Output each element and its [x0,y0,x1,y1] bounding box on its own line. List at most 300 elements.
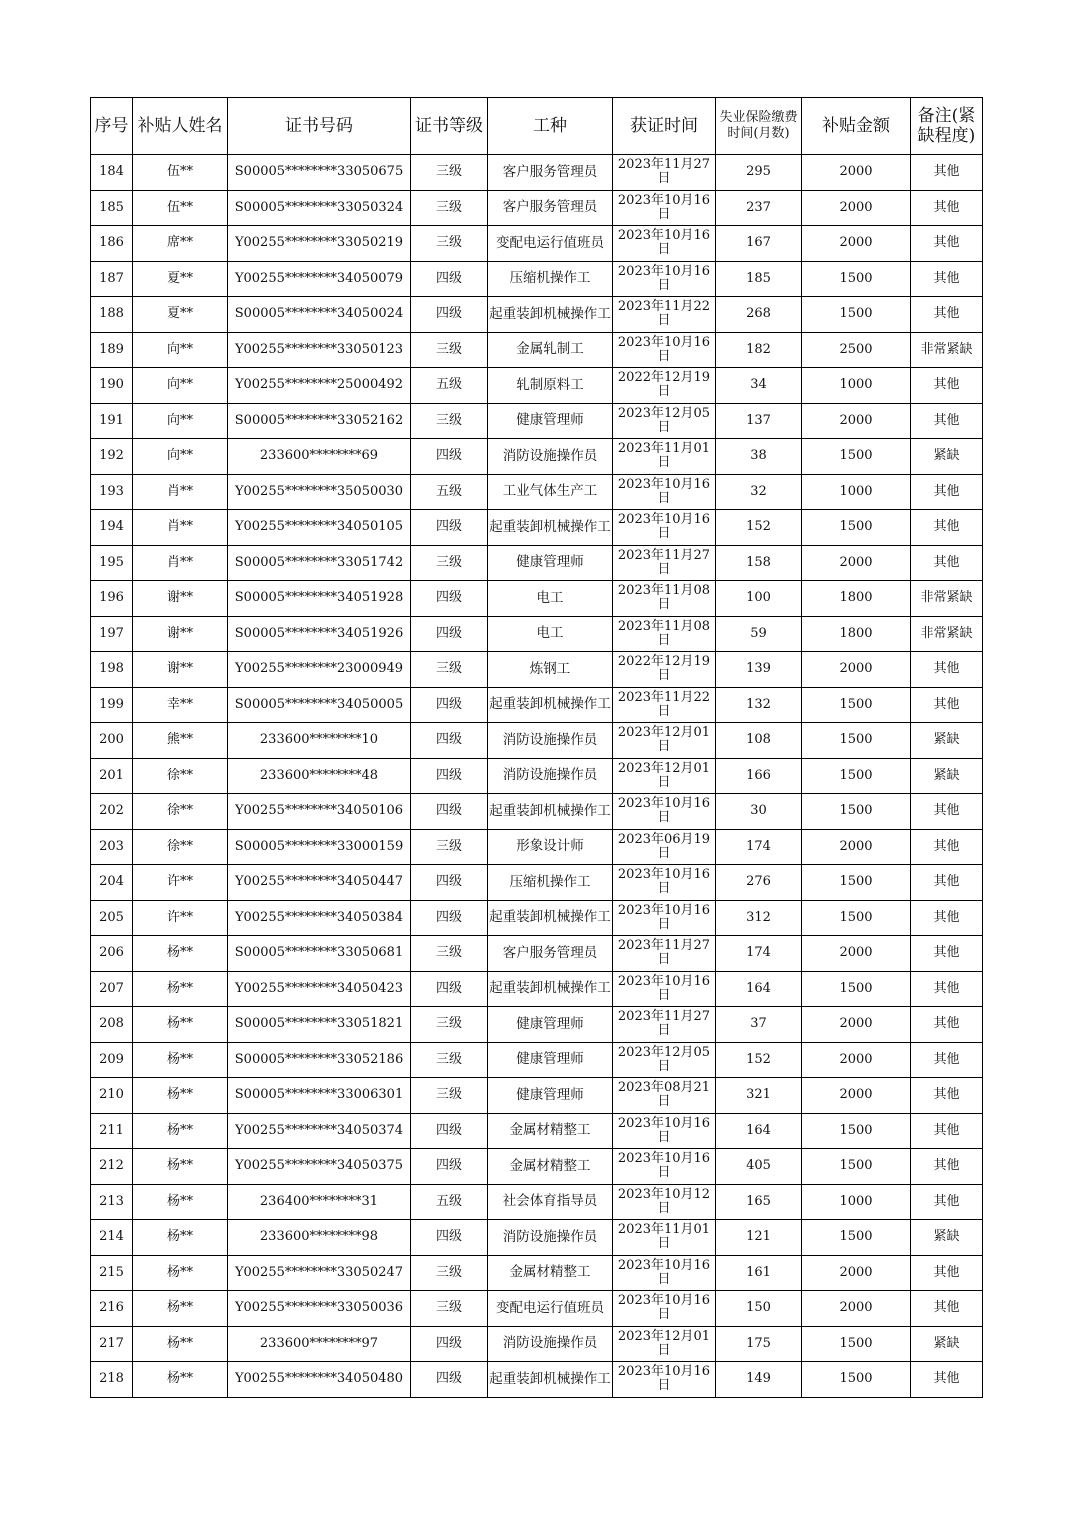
cell-job: 健康管理师 [488,1042,613,1078]
cell-note: 其他 [911,1291,983,1327]
cell-amount: 2000 [802,403,911,439]
cell-seq: 202 [91,794,133,830]
cell-level: 四级 [411,865,488,901]
cell-name: 向** [133,439,228,475]
table-row [91,794,983,830]
cell-date: 2022年12月19日 [613,652,716,688]
cell-job: 金属材精整工 [488,1113,613,1149]
cell-date: 2023年10月16日 [613,261,716,297]
cell-date: 2023年10月16日 [613,971,716,1007]
cell-amount: 2000 [802,1042,911,1078]
cell-cert-no: 233600********97 [228,1326,411,1362]
cell-job: 消防设施操作员 [488,1220,613,1256]
cell-name: 席** [133,226,228,262]
cell-amount: 1500 [802,261,911,297]
cell-name: 熊** [133,723,228,759]
cell-seq: 196 [91,581,133,617]
cell-level: 三级 [411,226,488,262]
cell-cert-no: 233600********48 [228,758,411,794]
cell-name: 谢** [133,652,228,688]
table-row [91,723,983,759]
cell-name: 肖** [133,510,228,546]
cell-months: 32 [716,474,802,510]
cell-level: 四级 [411,1362,488,1398]
cell-job: 电工 [488,616,613,652]
cell-cert-no: 233600********10 [228,723,411,759]
cell-job: 起重装卸机械操作工 [488,1362,613,1398]
cell-seq: 187 [91,261,133,297]
cell-name: 杨** [133,936,228,972]
cell-amount: 1000 [802,1184,911,1220]
cell-date: 2023年12月05日 [613,403,716,439]
cell-date: 2023年12月01日 [613,758,716,794]
cell-date: 2023年10月16日 [613,1362,716,1398]
cell-date: 2023年12月01日 [613,723,716,759]
cell-months: 237 [716,190,802,226]
cell-amount: 1500 [802,794,911,830]
cell-seq: 211 [91,1113,133,1149]
cell-note: 其他 [911,1113,983,1149]
cell-level: 三级 [411,1078,488,1114]
cell-amount: 1500 [802,1326,911,1362]
cell-cert-no: Y00255********34050374 [228,1113,411,1149]
cell-level: 三级 [411,403,488,439]
header-amount: 补贴金额 [802,98,911,155]
cell-job: 形象设计师 [488,829,613,865]
cell-seq: 218 [91,1362,133,1398]
table-row [91,261,983,297]
cell-seq: 207 [91,971,133,1007]
cell-date: 2023年11月08日 [613,616,716,652]
table-row [91,1042,983,1078]
cell-job: 变配电运行值班员 [488,226,613,262]
cell-name: 向** [133,403,228,439]
cell-name: 徐** [133,758,228,794]
cell-seq: 215 [91,1255,133,1291]
cell-months: 161 [716,1255,802,1291]
cell-seq: 217 [91,1326,133,1362]
cell-months: 175 [716,1326,802,1362]
cell-job: 客户服务管理员 [488,936,613,972]
cell-cert-no: S00005********33000159 [228,829,411,865]
cell-job: 健康管理师 [488,545,613,581]
cell-seq: 201 [91,758,133,794]
cell-note: 非常紧缺 [911,616,983,652]
header-job: 工种 [488,98,613,155]
cell-level: 三级 [411,190,488,226]
cell-seq: 191 [91,403,133,439]
cell-months: 108 [716,723,802,759]
cell-amount: 1500 [802,1220,911,1256]
cell-amount: 1500 [802,297,911,333]
cell-months: 149 [716,1362,802,1398]
cell-note: 紧缺 [911,1220,983,1256]
cell-seq: 189 [91,332,133,368]
table-row [91,403,983,439]
cell-months: 37 [716,1007,802,1043]
cell-job: 工业气体生产工 [488,474,613,510]
cell-level: 三级 [411,652,488,688]
cell-note: 其他 [911,474,983,510]
cell-job: 健康管理师 [488,1007,613,1043]
cell-cert-no: Y00255********33050123 [228,332,411,368]
cell-months: 312 [716,900,802,936]
cell-level: 三级 [411,829,488,865]
cell-name: 杨** [133,1078,228,1114]
cell-name: 夏** [133,261,228,297]
cell-date: 2023年10月16日 [613,1291,716,1327]
header-cert-no: 证书号码 [228,98,411,155]
cell-date: 2023年11月01日 [613,1220,716,1256]
cell-date: 2023年11月27日 [613,1007,716,1043]
cell-level: 四级 [411,297,488,333]
cell-months: 165 [716,1184,802,1220]
cell-cert-no: Y00255********34050106 [228,794,411,830]
table-row [91,936,983,972]
table-row [91,900,983,936]
cell-amount: 1500 [802,900,911,936]
cell-months: 132 [716,687,802,723]
cell-seq: 188 [91,297,133,333]
table-row [91,652,983,688]
cell-name: 杨** [133,1042,228,1078]
cell-level: 四级 [411,687,488,723]
cell-date: 2023年10月16日 [613,190,716,226]
cell-name: 徐** [133,829,228,865]
cell-job: 金属材精整工 [488,1255,613,1291]
cell-date: 2023年12月01日 [613,1326,716,1362]
cell-level: 四级 [411,510,488,546]
cell-name: 杨** [133,971,228,1007]
cell-months: 121 [716,1220,802,1256]
cell-months: 158 [716,545,802,581]
cell-job: 消防设施操作员 [488,1326,613,1362]
cell-note: 其他 [911,545,983,581]
cell-date: 2022年12月19日 [613,368,716,404]
cell-amount: 2000 [802,226,911,262]
cell-job: 金属材精整工 [488,1149,613,1185]
cell-months: 167 [716,226,802,262]
cell-name: 杨** [133,1220,228,1256]
cell-name: 徐** [133,794,228,830]
cell-amount: 1800 [802,581,911,617]
table-row [91,865,983,901]
cell-name: 杨** [133,1149,228,1185]
table-row [91,758,983,794]
table-row [91,474,983,510]
cell-note: 其他 [911,1078,983,1114]
cell-months: 174 [716,936,802,972]
cell-level: 三级 [411,936,488,972]
header-seq: 序号 [91,98,133,155]
cell-name: 夏** [133,297,228,333]
cell-date: 2023年11月27日 [613,936,716,972]
cell-cert-no: Y00255********35050030 [228,474,411,510]
cell-name: 杨** [133,1255,228,1291]
cell-months: 152 [716,1042,802,1078]
cell-name: 杨** [133,1326,228,1362]
cell-level: 五级 [411,368,488,404]
cell-level: 四级 [411,261,488,297]
cell-months: 100 [716,581,802,617]
cell-job: 起重装卸机械操作工 [488,794,613,830]
cell-note: 其他 [911,297,983,333]
cell-cert-no: Y00255********33050036 [228,1291,411,1327]
cell-note: 其他 [911,403,983,439]
cell-note: 其他 [911,794,983,830]
cell-seq: 193 [91,474,133,510]
cell-months: 38 [716,439,802,475]
cell-amount: 1500 [802,723,911,759]
cell-amount: 1800 [802,616,911,652]
cell-date: 2023年08月21日 [613,1078,716,1114]
cell-level: 四级 [411,758,488,794]
cell-cert-no: 233600********69 [228,439,411,475]
table-row [91,155,983,191]
cell-cert-no: S00005********33052162 [228,403,411,439]
table-row [91,1113,983,1149]
cell-months: 34 [716,368,802,404]
cell-amount: 2000 [802,1007,911,1043]
cell-amount: 1500 [802,1113,911,1149]
cell-note: 非常紧缺 [911,332,983,368]
cell-job: 起重装卸机械操作工 [488,297,613,333]
cell-amount: 2500 [802,332,911,368]
table-row [91,829,983,865]
cell-date: 2023年10月16日 [613,865,716,901]
cell-cert-no: S00005********34050024 [228,297,411,333]
cell-note: 其他 [911,1184,983,1220]
cell-amount: 1500 [802,439,911,475]
cell-months: 137 [716,403,802,439]
cell-note: 其他 [911,971,983,1007]
header-name: 补贴人姓名 [133,98,228,155]
cell-level: 三级 [411,1255,488,1291]
cell-seq: 198 [91,652,133,688]
cell-months: 150 [716,1291,802,1327]
cell-note: 其他 [911,261,983,297]
cell-cert-no: Y00255********34050480 [228,1362,411,1398]
cell-level: 四级 [411,1220,488,1256]
cell-months: 276 [716,865,802,901]
cell-amount: 1500 [802,510,911,546]
cell-amount: 2000 [802,1078,911,1114]
cell-seq: 209 [91,1042,133,1078]
cell-level: 四级 [411,971,488,1007]
cell-job: 起重装卸机械操作工 [488,510,613,546]
cell-name: 许** [133,900,228,936]
cell-date: 2023年10月16日 [613,332,716,368]
cell-seq: 185 [91,190,133,226]
cell-note: 其他 [911,368,983,404]
cell-date: 2023年10月16日 [613,474,716,510]
cell-job: 起重装卸机械操作工 [488,971,613,1007]
cell-seq: 203 [91,829,133,865]
cell-cert-no: Y00255********23000949 [228,652,411,688]
cell-note: 其他 [911,687,983,723]
cell-months: 185 [716,261,802,297]
cell-note: 其他 [911,829,983,865]
cell-seq: 212 [91,1149,133,1185]
cell-job: 变配电运行值班员 [488,1291,613,1327]
table-row [91,1255,983,1291]
cell-seq: 194 [91,510,133,546]
cell-date: 2023年10月16日 [613,226,716,262]
cell-note: 其他 [911,1255,983,1291]
cell-months: 30 [716,794,802,830]
cell-cert-no: S00005********34051926 [228,616,411,652]
cell-level: 五级 [411,474,488,510]
table-row [91,687,983,723]
cell-months: 164 [716,1113,802,1149]
cell-amount: 1000 [802,368,911,404]
cell-seq: 195 [91,545,133,581]
cell-amount: 2000 [802,190,911,226]
table-row [91,439,983,475]
cell-cert-no: S00005********33051821 [228,1007,411,1043]
cell-note: 其他 [911,900,983,936]
cell-seq: 210 [91,1078,133,1114]
cell-seq: 200 [91,723,133,759]
cell-note: 其他 [911,1149,983,1185]
cell-level: 三级 [411,155,488,191]
cell-note: 紧缺 [911,723,983,759]
cell-date: 2023年11月22日 [613,687,716,723]
header-note: 备注(紧缺程度) [911,98,983,155]
cell-job: 电工 [488,581,613,617]
cell-amount: 1500 [802,971,911,1007]
subsidy-table-sheet [90,97,982,1398]
cell-level: 三级 [411,545,488,581]
cell-months: 152 [716,510,802,546]
cell-level: 四级 [411,439,488,475]
cell-date: 2023年10月16日 [613,510,716,546]
table-row [91,581,983,617]
cell-note: 其他 [911,226,983,262]
table-row [91,1326,983,1362]
cell-job: 消防设施操作员 [488,723,613,759]
cell-level: 三级 [411,1042,488,1078]
cell-seq: 205 [91,900,133,936]
cell-job: 起重装卸机械操作工 [488,687,613,723]
cell-job: 压缩机操作工 [488,261,613,297]
cell-cert-no: 233600********98 [228,1220,411,1256]
cell-name: 许** [133,865,228,901]
cell-cert-no: Y00255********34050384 [228,900,411,936]
cell-seq: 184 [91,155,133,191]
cell-level: 四级 [411,616,488,652]
cell-level: 三级 [411,1007,488,1043]
cell-amount: 1000 [802,474,911,510]
cell-name: 谢** [133,616,228,652]
cell-amount: 2000 [802,652,911,688]
cell-date: 2023年10月16日 [613,1255,716,1291]
cell-cert-no: Y00255********33050247 [228,1255,411,1291]
cell-cert-no: Y00255********25000492 [228,368,411,404]
table-row [91,616,983,652]
table-row [91,1149,983,1185]
cell-cert-no: S00005********33052186 [228,1042,411,1078]
cell-level: 五级 [411,1184,488,1220]
subsidy-table [90,97,983,1398]
header-date: 获证时间 [613,98,716,155]
cell-cert-no: Y00255********34050447 [228,865,411,901]
cell-name: 向** [133,332,228,368]
cell-job: 客户服务管理员 [488,155,613,191]
cell-date: 2023年11月27日 [613,545,716,581]
cell-job: 消防设施操作员 [488,439,613,475]
cell-note: 紧缺 [911,1326,983,1362]
cell-amount: 1500 [802,758,911,794]
cell-cert-no: S00005********33050675 [228,155,411,191]
cell-job: 客户服务管理员 [488,190,613,226]
table-row [91,1220,983,1256]
cell-months: 174 [716,829,802,865]
cell-seq: 197 [91,616,133,652]
table-header-row [91,98,983,155]
cell-note: 其他 [911,1042,983,1078]
cell-name: 谢** [133,581,228,617]
header-level: 证书等级 [411,98,488,155]
cell-months: 295 [716,155,802,191]
header-months: 失业保险缴费时间(月数) [716,98,802,155]
cell-level: 四级 [411,1149,488,1185]
cell-months: 59 [716,616,802,652]
cell-job: 健康管理师 [488,1078,613,1114]
cell-cert-no: S00005********33050681 [228,936,411,972]
cell-cert-no: 236400********31 [228,1184,411,1220]
cell-months: 182 [716,332,802,368]
cell-months: 321 [716,1078,802,1114]
cell-level: 四级 [411,900,488,936]
table-row [91,1362,983,1398]
table-body [91,155,983,1398]
cell-date: 2023年11月22日 [613,297,716,333]
cell-date: 2023年11月08日 [613,581,716,617]
cell-name: 杨** [133,1184,228,1220]
cell-amount: 1500 [802,865,911,901]
cell-cert-no: Y00255********33050219 [228,226,411,262]
cell-seq: 206 [91,936,133,972]
cell-note: 其他 [911,155,983,191]
cell-date: 2023年11月27日 [613,155,716,191]
cell-level: 三级 [411,332,488,368]
cell-note: 其他 [911,652,983,688]
cell-cert-no: S00005********33051742 [228,545,411,581]
cell-note: 其他 [911,936,983,972]
cell-months: 139 [716,652,802,688]
cell-cert-no: Y00255********34050105 [228,510,411,546]
cell-months: 268 [716,297,802,333]
table-row [91,368,983,404]
cell-note: 非常紧缺 [911,581,983,617]
cell-name: 杨** [133,1291,228,1327]
cell-note: 其他 [911,1007,983,1043]
cell-note: 紧缺 [911,758,983,794]
cell-name: 杨** [133,1113,228,1149]
cell-job: 轧制原料工 [488,368,613,404]
table-row [91,332,983,368]
cell-seq: 192 [91,439,133,475]
table-row [91,545,983,581]
table-row [91,1078,983,1114]
cell-job: 社会体育指导员 [488,1184,613,1220]
cell-name: 杨** [133,1362,228,1398]
table-row [91,971,983,1007]
table-row [91,1184,983,1220]
cell-job: 压缩机操作工 [488,865,613,901]
cell-name: 杨** [133,1007,228,1043]
